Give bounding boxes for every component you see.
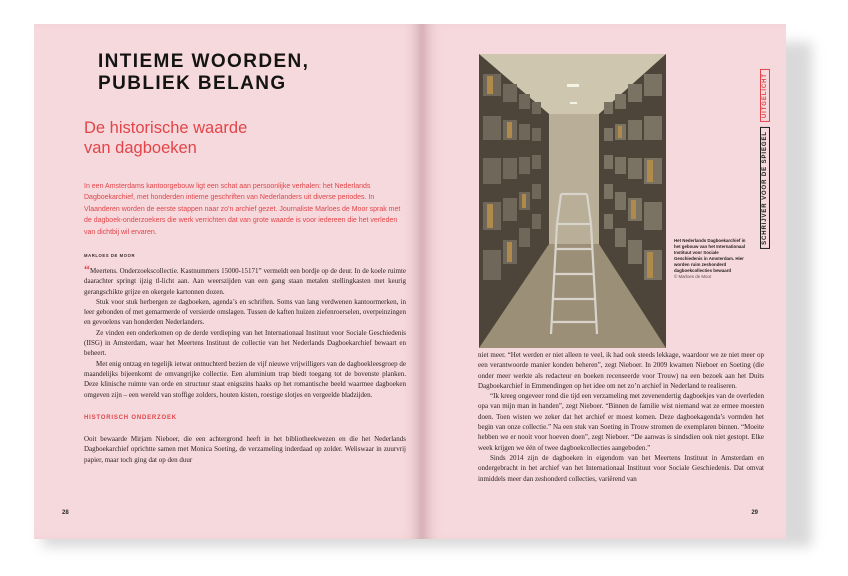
right-body-text bbox=[478, 350, 764, 484]
left-page bbox=[34, 24, 422, 539]
photo-credit: © Marloes de Moor bbox=[674, 274, 712, 279]
article-title: INTIEME WOORDEN, PUBLIEK BELANG bbox=[98, 51, 310, 94]
section-sidebar bbox=[755, 54, 775, 264]
left-body-text bbox=[84, 262, 406, 465]
article-subtitle: De historische waarde van dagboeken bbox=[84, 119, 248, 157]
section-tag: UITGELICHT bbox=[760, 69, 770, 122]
body-paragraph: Met enig ontzag en tegelijk ietwat ontnuchterd bezien de vijf nieuwe vrijwilligers van de dagboekleesgroep de maandelijks bijeenkomt de omvangrijke collectie. Een aluminium trap biedt toegang tot de bovenste planken. Deze klinische ruimte van orde en structuur staat enigszins haaks op het romantische beeld waarmee dagboeken omgeven zijn – een wereld van stoffige zolders, houten kisten, roestige slotjes en vergeelde bladzijden. bbox=[84, 359, 406, 399]
body-paragraph: Sinds 2014 zijn de dagboeken in eigendom van het Meertens Instituut in Amsterdam en ondergebracht in het archief van het Internationaal Instituut voor Sociale Geschiedenis. Dat omvat inmiddels meer dan zeshonderd collecties, variërend van bbox=[478, 453, 764, 483]
body-paragraph: “Meertens. Onderzoekscollectie. Kastnummers 15000-15171” vermeldt een bordje op de deur. In de koele ruimte daarachter springt ijzig tl-licht aan. Aan weerszijden van een gang staan metalen stellingkasten met keurig gerangschikte grijze en okergele kartonnen dozen. bbox=[84, 262, 406, 296]
photo-caption bbox=[674, 238, 748, 280]
section-subhead: HISTORISCH ONDERZOEK bbox=[84, 414, 177, 421]
drop-quote: “ bbox=[84, 262, 90, 276]
archive-shelves-image bbox=[479, 54, 666, 348]
caption-text: Het Nederlands Dagboekarchief in het gebouw van het Internationaal Instituut voor Sociale Geschiedenis in Amsterdam. Hier worden ruim zeshonderd dagboekcollecties bewaard bbox=[674, 238, 746, 273]
archive-photo bbox=[479, 54, 666, 348]
page-number-right: 29 bbox=[751, 510, 758, 516]
page-number-left: 28 bbox=[62, 510, 69, 516]
body-paragraph: niet meer. “Het werden er niet alleen te veel, ik had ook steeds lekkage, waardoor we ze niet meer op een verantwoorde manier konden beheren”, zegt Nieboer. In 2009 kwamen Nieboer en Soeting (die onder meer werkte als redacteur en boeken recenseerde voor Trouw) na een bezoek aan het Duits Dagboekarchief in Emmendingen op het idee om net zo’n archief in Nederland te realiseren. bbox=[478, 351, 764, 390]
body-paragraph: Stuk voor stuk herbergen ze dagboeken, agenda’s en schriften. Soms van lang verdwenen kantoormerken, in leer gebonden of met gemarmerde of versierde omslagen. Tussen de kaften huizen ziefenroerselen, overpeinzingen en gevoelens van honderden Nederlanders. bbox=[84, 297, 406, 327]
author-byline: MARLOES DE MOOR bbox=[84, 253, 136, 258]
vertical-labels bbox=[760, 69, 770, 249]
series-label: SCHRIJVER VOOR DE SPIEGEL bbox=[760, 127, 770, 249]
body-paragraph: “Ik kreeg ongeveer rond die tijd een verzameling met zevenendertig dagboekjes van de overleden opa van mijn man in handen”, zegt Nieboer. “Binnen de familie wist niemand wat ze ermee moesten doen. Toen wisten we zeker dat het archief er moest komen. Deze dagboekagenda’s vormden het begin van onze collectie.” Na een stuk van Soeting in Trouw stromen de exemplaren binnen. “Moeite hebben we er nooit voor hoeven doen”, zegt Nieboer. “De aanwas is sindsdien ook niet gestopt. Elke week krijgen we één of twee dagboekcollecties aangeboden.” bbox=[478, 392, 764, 452]
right-page bbox=[422, 24, 786, 539]
body-paragraph: Ooit bewaarde Mirjam Nieboer, die een achtergrond heeft in het bibliotheekwezen en die het Nederlands Dagboekarchief oprichtte samen met Monica Soeting, de verzameling inderdaad op zolder. Weliswaar in zuurvrij papier, maar toch ging dat op den duur bbox=[84, 435, 406, 464]
lead-paragraph: In een Amsterdams kantoorgebouw ligt een schat aan persoonlijke verhalen: het Nederlands Dagboekarchief, met honderden intieme geschriften van Nederlanders uit diverse periodes. In Vlaanderen worden de eerste stappen naar zo’n archief gezet. Journaliste Marloes de Moor sprak met de dagboek-onderzoekers die werk verrichten dat van grote waarde is voor iedereen die het verleden van dichtbij wil ervaren. bbox=[84, 183, 401, 236]
body-paragraph: Ze vinden een onderkomen op de derde verdieping van het Internationaal Instituut voor Sociale Geschiedenis (IISG) in Amsterdam, waar het Meertens Instituut de collectie van het Nederlands Dagboekarchief bewaart en beheert. bbox=[84, 328, 406, 358]
